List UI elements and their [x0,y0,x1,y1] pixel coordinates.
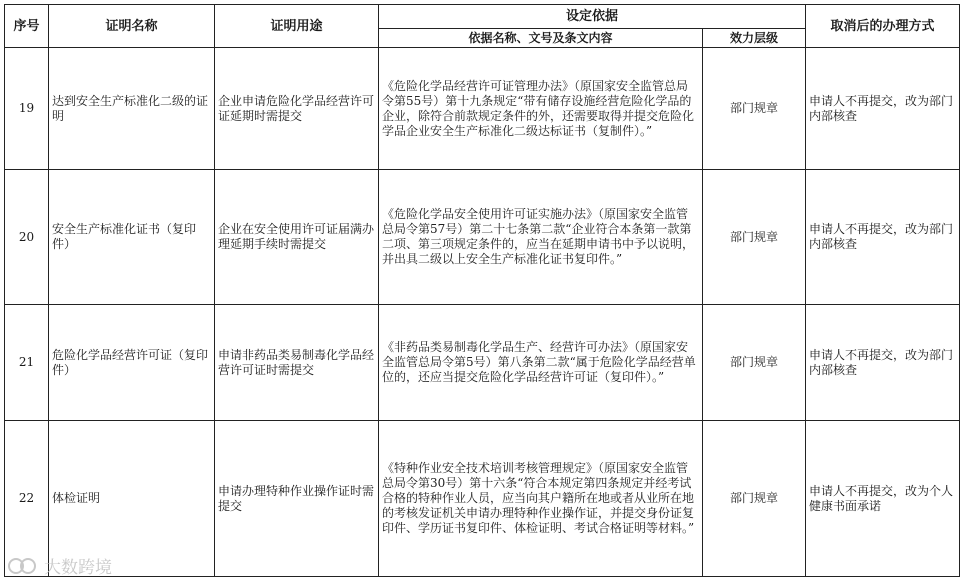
certificate-table [4,4,960,577]
certificate-use: 申请非药品类易制毒化学品经营许可证时需提交 [215,305,379,421]
handling-method: 申请人不再提交，改为部门内部核查 [806,48,960,170]
effect-level: 部门规章 [703,305,806,421]
table-row [5,421,960,577]
header-no: 序号 [5,5,49,48]
certificate-use: 企业在安全使用许可证届满办理延期手续时需提交 [215,170,379,305]
watermark-text: 大数跨境 [44,558,112,578]
legal-basis: 《特种作业安全技术培训考核管理规定》（原国家安全监管总局令第30号）第十六条“符合本规定第四条规定并经考试合格的特种作业人员，应当向其户籍所在地或者从业所在地的考核发证机关申请办理特种作业操作证，并提交身份证复印件、学历证书复印件、体检证明、考试合格证明等材料。” [379,421,703,577]
header-basis-group: 设定依据 [379,5,806,29]
header-basis-content: 依据名称、文号及条文内容 [379,29,703,48]
table-row [5,170,960,305]
row-number: 21 [5,305,49,421]
watermark [8,553,112,578]
watermark-logo-icon [8,556,38,576]
legal-basis: 《危险化学品经营许可证管理办法》（原国家安全监管总局令第55号）第十九条规定“带有储存设施经营危险化学品的企业，除符合前款规定条件的外，还需要取得并提交危险化学品企业安全生产标准化二级达标证书（复制件）。” [379,48,703,170]
certificate-name: 体检证明 [49,421,215,577]
certificate-use: 企业申请危险化学品经营许可证延期时需提交 [215,48,379,170]
legal-basis: 《非药品类易制毒化学品生产、经营许可办法》（原国家安全监管总局令第5号）第八条第二款“属于危险化学品经营单位的，还应当提交危险化学品经营许可证（复印件）。” [379,305,703,421]
certificate-name: 达到安全生产标准化二级的证明 [49,48,215,170]
handling-method: 申请人不再提交，改为部门内部核查 [806,305,960,421]
handling-method: 申请人不再提交，改为部门内部核查 [806,170,960,305]
certificate-name: 安全生产标准化证书（复印件） [49,170,215,305]
effect-level: 部门规章 [703,421,806,577]
header-handling: 取消后的办理方式 [806,5,960,48]
row-number: 22 [5,421,49,577]
row-number: 20 [5,170,49,305]
legal-basis: 《危险化学品安全使用许可证实施办法》（原国家安全监管总局令第57号）第二十七条第二款“企业符合本条第一款第二项、第三项规定条件的，应当在延期申请书中予以说明，并出具二级以上安全生产标准化证书复印件。” [379,170,703,305]
effect-level: 部门规章 [703,170,806,305]
header-effect-level: 效力层级 [703,29,806,48]
table-row [5,48,960,170]
handling-method: 申请人不再提交，改为个人健康书面承诺 [806,421,960,577]
effect-level: 部门规章 [703,48,806,170]
certificate-use: 申请办理特种作业操作证时需提交 [215,421,379,577]
row-number: 19 [5,48,49,170]
table-row [5,305,960,421]
header-cert-use: 证明用途 [215,5,379,48]
header-cert-name: 证明名称 [49,5,215,48]
certificate-name: 危险化学品经营许可证（复印件） [49,305,215,421]
